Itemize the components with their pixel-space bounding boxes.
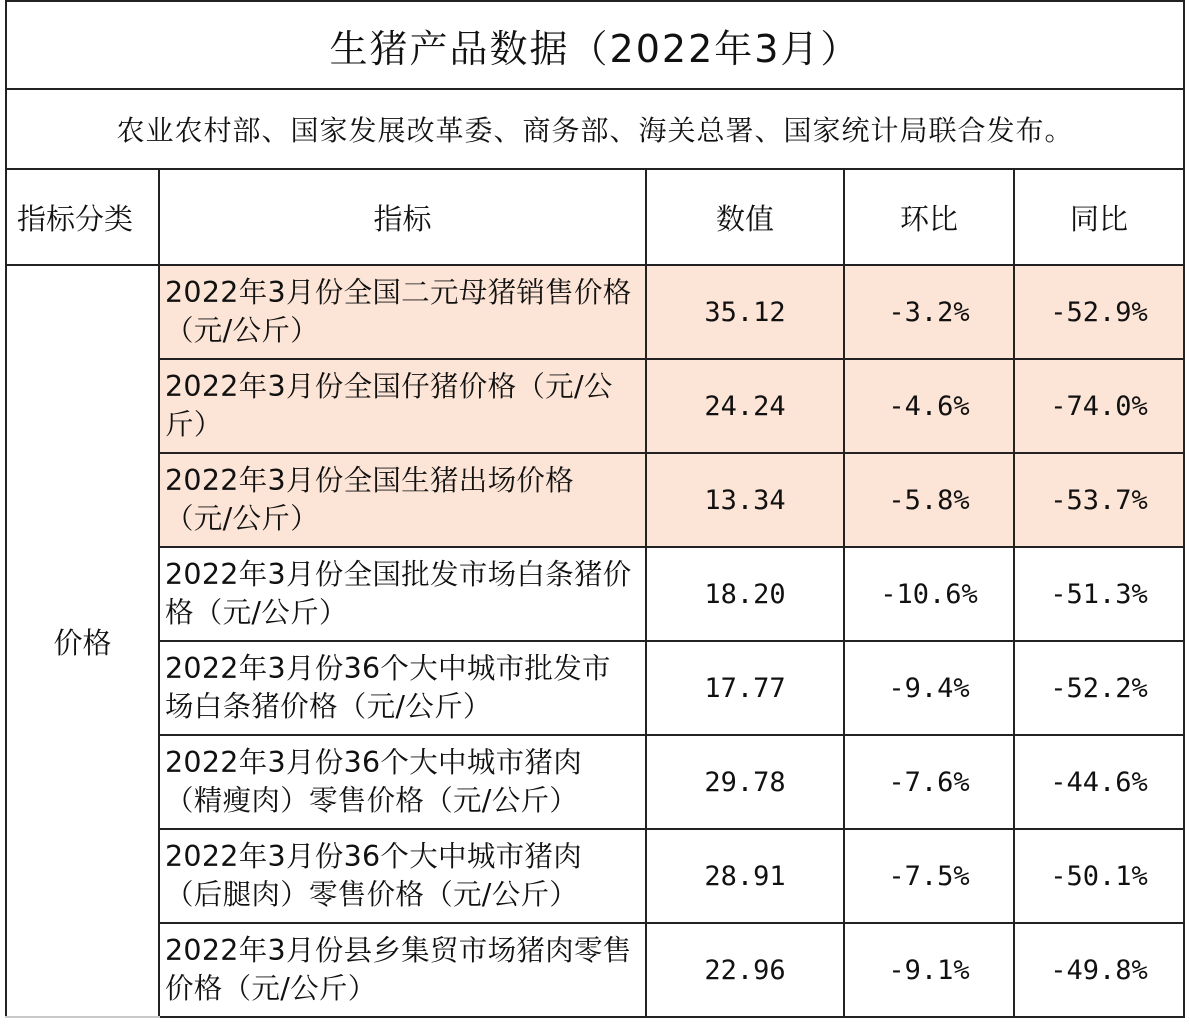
- yoy-cell: -74.0%: [1014, 359, 1184, 453]
- mom-cell: -10.6%: [844, 547, 1014, 641]
- mom-cell: -4.6%: [844, 359, 1014, 453]
- indicator-cell: 2022年3月份全国二元母猪销售价格（元/公斤）: [159, 265, 646, 359]
- mom-cell: -5.8%: [844, 453, 1014, 547]
- indicator-cell: 2022年3月份全国批发市场白条猪价格（元/公斤）: [159, 547, 646, 641]
- header-mom: 环比: [844, 169, 1014, 265]
- value-cell: 28.91: [646, 829, 844, 923]
- table-row: [6, 735, 1184, 829]
- indicator-cell: 2022年3月份全国仔猪价格（元/公斤）: [159, 359, 646, 453]
- value-cell: 29.78: [646, 735, 844, 829]
- indicator-cell: 2022年3月份县乡集贸市场猪肉零售价格（元/公斤）: [159, 923, 646, 1017]
- indicator-cell: 2022年3月份36个大中城市批发市场白条猪价格（元/公斤）: [159, 641, 646, 735]
- mom-cell: -7.5%: [844, 829, 1014, 923]
- yoy-cell: -52.2%: [1014, 641, 1184, 735]
- value-cell: 13.34: [646, 453, 844, 547]
- yoy-cell: -50.1%: [1014, 829, 1184, 923]
- mom-cell: -3.2%: [844, 265, 1014, 359]
- indicator-cell: 2022年3月份36个大中城市猪肉（精瘦肉）零售价格（元/公斤）: [159, 735, 646, 829]
- mom-cell: -9.4%: [844, 641, 1014, 735]
- value-cell: 17.77: [646, 641, 844, 735]
- value-cell: 24.24: [646, 359, 844, 453]
- yoy-cell: -53.7%: [1014, 453, 1184, 547]
- table-row: [6, 359, 1184, 453]
- table-row: [6, 453, 1184, 547]
- value-cell: 22.96: [646, 923, 844, 1017]
- header-category: 指标分类: [6, 169, 159, 265]
- value-cell: 35.12: [646, 265, 844, 359]
- yoy-cell: -49.8%: [1014, 923, 1184, 1017]
- table-row: [6, 641, 1184, 735]
- yoy-cell: -44.6%: [1014, 735, 1184, 829]
- table-row: [6, 829, 1184, 923]
- indicator-cell: 2022年3月份36个大中城市猪肉（后腿肉）零售价格（元/公斤）: [159, 829, 646, 923]
- header-indicator: 指标: [159, 169, 646, 265]
- table-title: 生猪产品数据（2022年3月）: [6, 1, 1184, 89]
- mom-cell: -9.1%: [844, 923, 1014, 1017]
- category-cell: 价格: [6, 265, 159, 1017]
- indicator-cell: 2022年3月份全国生猪出场价格（元/公斤）: [159, 453, 646, 547]
- value-cell: 18.20: [646, 547, 844, 641]
- header-yoy: 同比: [1014, 169, 1184, 265]
- table-row: [6, 265, 1184, 359]
- header-value: 数值: [646, 169, 844, 265]
- source-note: 农业农村部、国家发展改革委、商务部、海关总署、国家统计局联合发布。: [6, 89, 1184, 169]
- spreadsheet: [5, 0, 1183, 1034]
- yoy-cell: -52.9%: [1014, 265, 1184, 359]
- yoy-cell: -51.3%: [1014, 547, 1184, 641]
- table-row: [6, 547, 1184, 641]
- header-row: [6, 169, 1184, 265]
- mom-cell: -7.6%: [844, 735, 1014, 829]
- table-row: [6, 923, 1184, 1017]
- pig-product-table: [5, 0, 1185, 1018]
